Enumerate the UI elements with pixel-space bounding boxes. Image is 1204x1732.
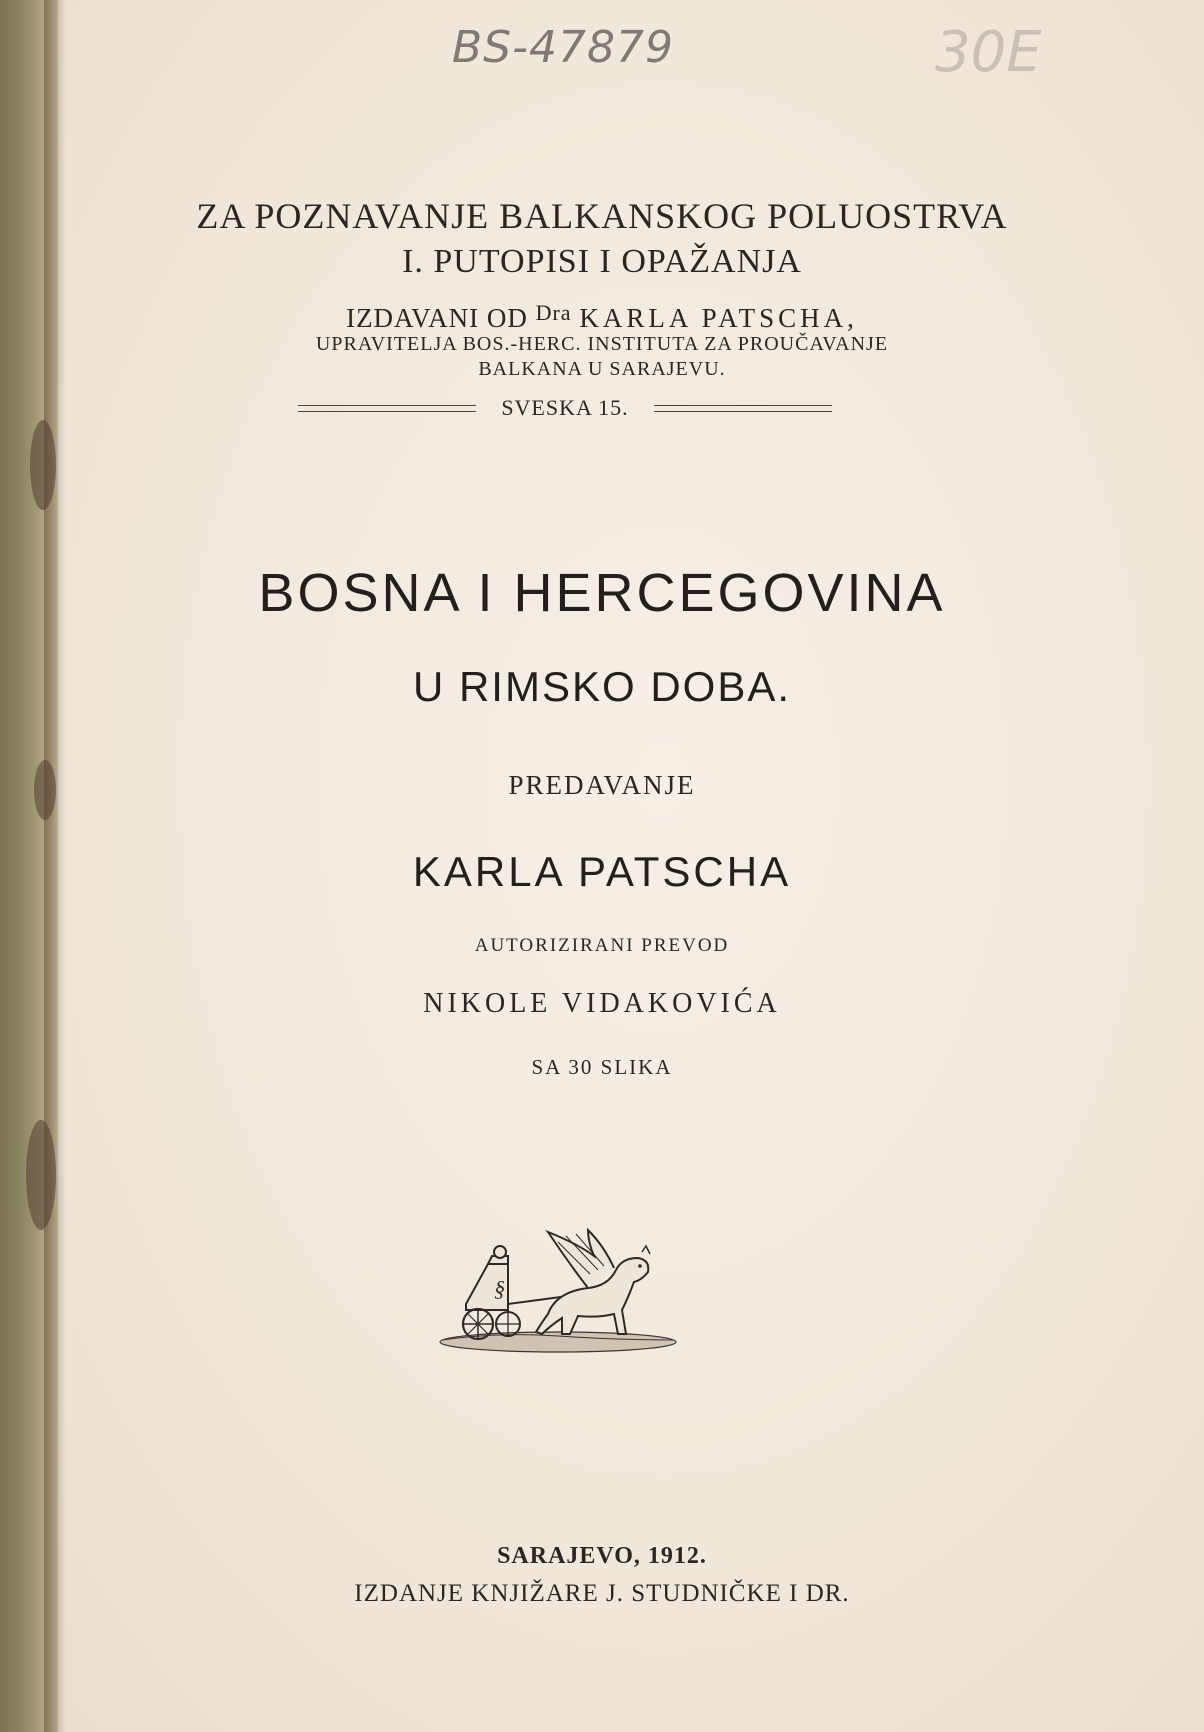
catalog-number-handwritten: BS-47879 [452,22,674,73]
author-name: KARLA PATSCHA [412,848,792,895]
book-title: BOSNA I HERCEGOVINA [258,563,946,623]
editor-line [0,300,1204,334]
editor-title: Dra [535,300,572,325]
imprint-place-year: SARAJEVO, 1912. [497,1543,707,1569]
page-stain [30,420,56,510]
genre-label: PREDAVANJE [508,770,696,800]
imprint-publisher: IZDANJE KNJIŽARE J. STUDNIČKE I DR. [354,1580,850,1607]
illustration-count: SA 30 SLIKA [531,1055,673,1079]
price-mark-handwritten: 30E [935,20,1042,85]
editor-prefix: IZDAVANI OD [346,303,528,333]
page-stain [26,1120,56,1230]
divider-right [654,405,832,412]
series-title: ZA POZNAVANJE BALKANSKOG POLUOSTRVA [196,196,1008,236]
volume-number: SVESKA 15. [501,395,629,420]
translator-name: NIKOLE VIDAKOVIĆA [423,988,781,1019]
series-subtitle: I. PUTOPISI I OPAŽANJA [402,243,802,280]
book-subtitle: U RIMSKO DOBA. [412,663,792,710]
institute-line-1: UPRAVITELJA BOS.-HERC. INSTITUTA ZA PROUČAVANJE [315,333,889,355]
volume-row [298,393,832,423]
divider-left [298,405,476,412]
griffin-cart-icon [438,1222,680,1362]
institute-line-2: BALKANA U SARAJEVU. [478,358,726,380]
svg-text:§: § [494,1276,505,1301]
editor-name: KARLA PATSCHA, [579,303,858,333]
translation-label: AUTORIZIRANI PREVOD [474,935,730,956]
